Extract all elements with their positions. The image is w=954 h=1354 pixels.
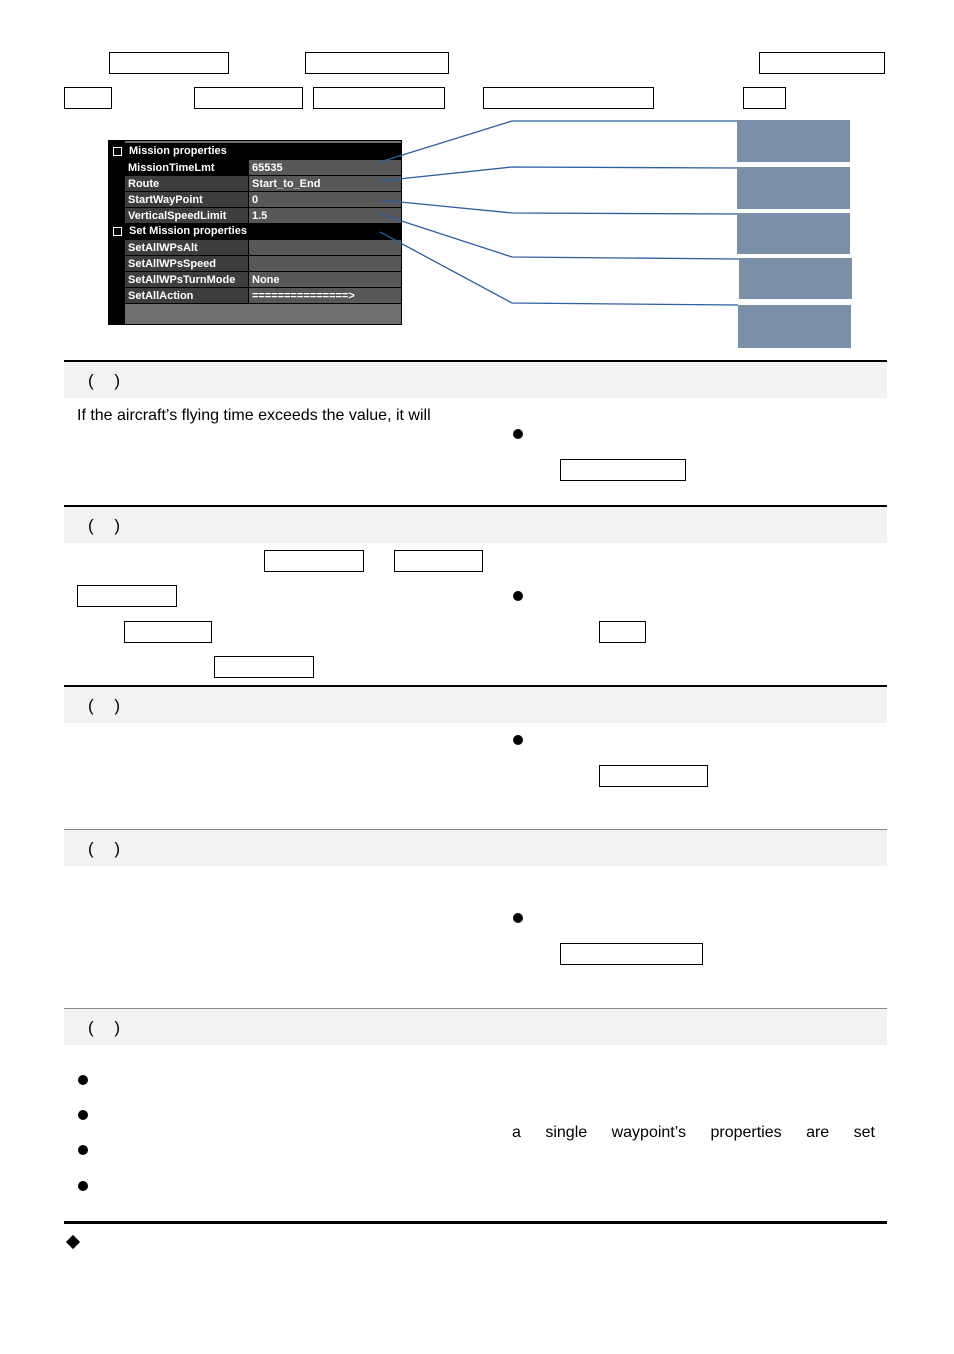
callout-box (739, 258, 852, 299)
diamond-bullet-icon (66, 1235, 80, 1249)
section-header-1 (64, 362, 887, 398)
callout-box (737, 213, 850, 254)
bullet-icon (78, 1181, 88, 1191)
leader-line (380, 167, 737, 181)
property-value[interactable]: ===============> (249, 288, 401, 303)
bullet-icon (513, 429, 523, 439)
callout-box (737, 120, 850, 162)
property-value[interactable]: 0 (249, 192, 401, 207)
property-value[interactable]: 65535 (249, 160, 401, 175)
term-box (560, 459, 686, 481)
property-key: VerticalSpeedLimit (125, 208, 249, 223)
property-key: SetAllWPsAlt (125, 240, 249, 255)
bullet-icon (513, 735, 523, 745)
bullet-icon (513, 913, 523, 923)
callout-box (738, 305, 851, 348)
property-key: Route (125, 176, 249, 191)
property-key: SetAllAction (125, 288, 249, 303)
property-key: MissionTimeLmt (125, 160, 249, 175)
leader-line (380, 200, 737, 214)
term-box (599, 765, 708, 787)
section-title: Mission properties (129, 145, 227, 157)
section-5-right-text: a single waypoint’s properties are set (512, 1124, 875, 1141)
term-box (214, 656, 314, 678)
section-1-text: If the aircraft’s flying time exceeds the value, it will (77, 407, 431, 424)
property-value[interactable]: Start_to_End (249, 176, 401, 191)
property-key: StartWayPoint (125, 192, 249, 207)
property-value[interactable]: 1.5 (249, 208, 401, 223)
section-header-4 (64, 830, 887, 866)
term-box (560, 943, 703, 965)
section-title: Set Mission properties (129, 225, 247, 237)
section-header-3 (64, 687, 887, 723)
bullet-icon (78, 1075, 88, 1085)
bullet-icon (513, 591, 523, 601)
section-header-5 (64, 1009, 887, 1045)
section-label: ( ) (88, 371, 129, 390)
property-key: SetAllWPsTurnMode (125, 272, 249, 287)
section-label: ( ) (88, 839, 129, 858)
property-key: SetAllWPsSpeed (125, 256, 249, 271)
section-label: ( ) (88, 696, 129, 715)
leader-line (380, 121, 737, 162)
section-label: ( ) (88, 1018, 129, 1037)
term-box (394, 550, 483, 572)
term-box (77, 585, 177, 607)
bullet-icon (78, 1110, 88, 1120)
term-box (599, 621, 646, 643)
term-box (264, 550, 364, 572)
bullet-icon (78, 1145, 88, 1155)
property-value[interactable]: None (249, 272, 401, 287)
leader-line (380, 232, 738, 305)
leader-line (380, 214, 739, 259)
term-box (124, 621, 212, 643)
callout-box (737, 167, 850, 209)
bottom-rule (64, 1221, 887, 1224)
section-header-2 (64, 507, 887, 543)
section-label: ( ) (88, 516, 129, 535)
